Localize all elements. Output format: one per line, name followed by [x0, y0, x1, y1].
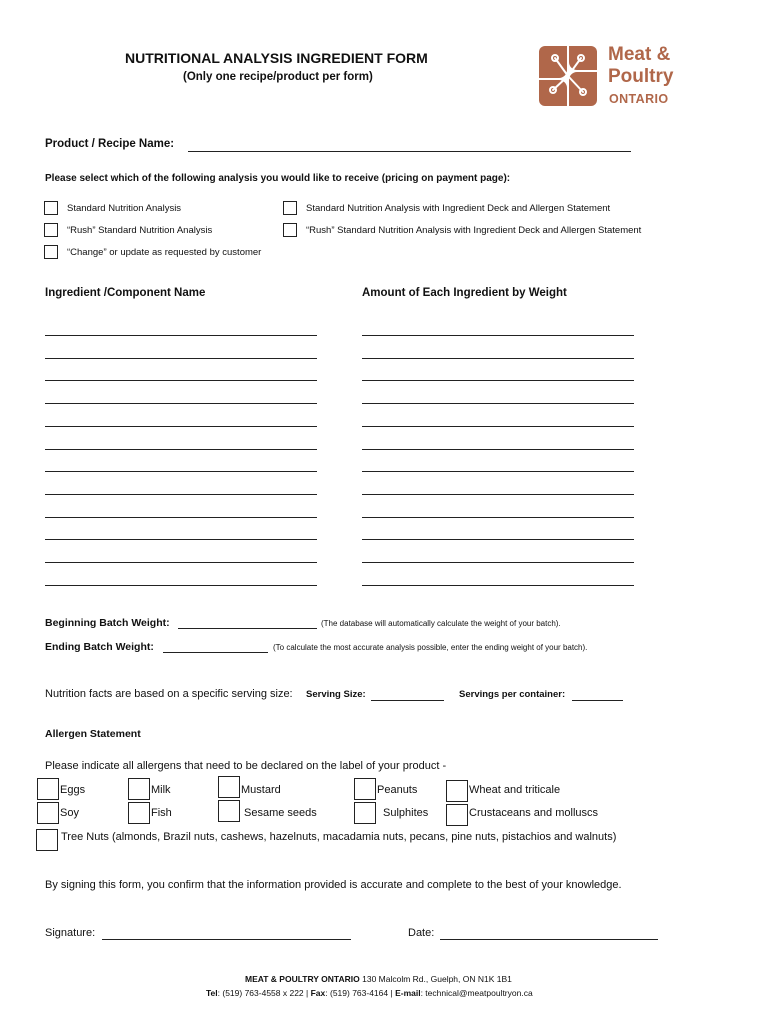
allergen-label: Eggs: [60, 784, 86, 796]
ingredient-amount-field[interactable]: [362, 426, 634, 427]
serving-size-label: Serving Size:: [306, 689, 366, 700]
analysis-option-label: Standard Nutrition Analysis: [67, 203, 182, 214]
ingredient-name-field[interactable]: [45, 358, 317, 359]
allergen-label: Crustaceans and molluscs: [469, 807, 599, 819]
ingredient-name-field[interactable]: [45, 403, 317, 404]
product-name-label: Product / Recipe Name:: [45, 138, 175, 150]
ingredient-name-field[interactable]: [45, 380, 317, 381]
amount-column-header: Amount of Each Ingredient by Weight: [362, 287, 567, 299]
ingredient-amount-field[interactable]: [362, 403, 634, 404]
ending-batch-field[interactable]: [163, 652, 268, 653]
analysis-checkbox-standard-deck[interactable]: [283, 201, 297, 215]
allergen-label: Fish: [151, 807, 172, 819]
footer-tel: : (519) 763-4558 x 222 |: [217, 988, 309, 998]
allergen-label: Soy: [60, 807, 79, 819]
signature-label: Signature:: [45, 927, 96, 939]
logo-text-meat: Meat &: [608, 44, 671, 65]
allergen-prompt: Please indicate all allergens that need to be declared on the label of your product -: [45, 760, 447, 772]
allergen-label: Sesame seeds: [244, 807, 317, 819]
ingredient-name-field[interactable]: [45, 562, 317, 563]
footer-address-line: [245, 974, 512, 984]
date-field[interactable]: [440, 939, 658, 940]
analysis-option-label: Standard Nutrition Analysis with Ingredient Deck and Allergen Statement: [306, 203, 611, 214]
ingredient-amount-field[interactable]: [362, 585, 634, 586]
analysis-checkbox-change[interactable]: [44, 245, 58, 259]
logo-mark-icon: [537, 44, 599, 108]
allergen-heading: Allergen Statement: [45, 728, 141, 740]
ingredient-amount-field[interactable]: [362, 380, 634, 381]
ingredient-name-field[interactable]: [45, 517, 317, 518]
ending-batch-note: (To calculate the most accurate analysis possible, enter the ending weight of your batch).: [273, 643, 588, 652]
ingredient-name-field[interactable]: [45, 585, 317, 586]
servings-per-container-label: Servings per container:: [459, 689, 566, 700]
allergen-checkbox-wheat[interactable]: [446, 780, 468, 802]
ingredient-amount-field[interactable]: [362, 562, 634, 563]
footer-org: MEAT & POULTRY ONTARIO: [245, 974, 360, 984]
allergen-label: Tree Nuts (almonds, Brazil nuts, cashews, hazelnuts, macadamia nuts, pecans, pine nuts, pistachios and walnuts): [61, 831, 617, 843]
analysis-option-label: “Change” or update as requested by customer: [67, 247, 262, 258]
serving-size-field[interactable]: [371, 700, 444, 701]
ingredient-name-field[interactable]: [45, 539, 317, 540]
ingredient-amount-field[interactable]: [362, 494, 634, 495]
analysis-checkbox-standard[interactable]: [44, 201, 58, 215]
signature-field[interactable]: [102, 939, 351, 940]
meat-poultry-ontario-logo: [537, 44, 697, 112]
ingredient-amount-field[interactable]: [362, 449, 634, 450]
analysis-checkbox-rush-deck[interactable]: [283, 223, 297, 237]
allergen-checkbox-fish[interactable]: [128, 802, 150, 824]
allergen-checkbox-peanuts[interactable]: [354, 778, 376, 800]
allergen-checkbox-milk[interactable]: [128, 778, 150, 800]
allergen-label: Mustard: [241, 784, 281, 796]
product-name-field[interactable]: [188, 151, 631, 152]
servings-per-container-field[interactable]: [572, 700, 623, 701]
beginning-batch-note: (The database will automatically calculate the weight of your batch).: [321, 619, 561, 628]
footer-address: 130 Malcolm Rd., Guelph, ON N1K 1B1: [362, 974, 512, 984]
analysis-prompt: Please select which of the following analysis you would like to receive (pricing on payment page):: [45, 173, 511, 184]
ingredient-name-field[interactable]: [45, 494, 317, 495]
allergen-checkbox-tree-nuts[interactable]: [36, 829, 58, 851]
logo-text-poultry: Poultry: [608, 66, 674, 87]
allergen-label: Milk: [151, 784, 171, 796]
footer-tel-label: Tel: [206, 988, 218, 998]
allergen-label: Wheat and triticale: [469, 784, 561, 796]
ingredient-amount-field[interactable]: [362, 539, 634, 540]
allergen-checkbox-crustaceans[interactable]: [446, 804, 468, 826]
form-title: NUTRITIONAL ANALYSIS INGREDIENT FORM: [125, 50, 428, 66]
allergen-checkbox-eggs[interactable]: [37, 778, 59, 800]
allergen-checkbox-mustard[interactable]: [218, 776, 240, 798]
ingredient-amount-field[interactable]: [362, 517, 634, 518]
date-label: Date:: [408, 927, 435, 939]
footer-email-link[interactable]: : technical@meatpoultryon.ca: [420, 988, 533, 998]
logo-text-ontario: ONTARIO: [609, 92, 669, 106]
ingredient-column-header: Ingredient /Component Name: [45, 287, 206, 299]
beginning-batch-field[interactable]: [178, 628, 317, 629]
footer-fax-label: Fax: [310, 988, 326, 998]
ingredient-amount-field[interactable]: [362, 335, 634, 336]
ingredient-name-field[interactable]: [45, 449, 317, 450]
allergen-checkbox-sulphites[interactable]: [354, 802, 376, 824]
form-subtitle: (Only one recipe/product per form): [183, 71, 373, 83]
allergen-checkbox-soy[interactable]: [37, 802, 59, 824]
beginning-batch-label: Beginning Batch Weight:: [45, 617, 170, 629]
confirmation-text: By signing this form, you confirm that the information provided is accurate and complete to the best of your knowledge.: [45, 879, 622, 891]
analysis-option-label: “Rush” Standard Nutrition Analysis: [67, 225, 213, 236]
ingredient-amount-field[interactable]: [362, 471, 634, 472]
ingredient-name-field[interactable]: [45, 471, 317, 472]
footer-email-label: E-mail: [395, 988, 421, 998]
footer-contact-line: [206, 988, 533, 998]
ingredient-name-field[interactable]: [45, 426, 317, 427]
allergen-label: Peanuts: [377, 784, 418, 796]
serving-text: Nutrition facts are based on a specific serving size:: [45, 688, 293, 700]
ingredient-name-field[interactable]: [45, 335, 317, 336]
analysis-checkbox-rush[interactable]: [44, 223, 58, 237]
ingredient-amount-field[interactable]: [362, 358, 634, 359]
footer-fax: : (519) 763-4164 |: [325, 988, 393, 998]
ending-batch-label: Ending Batch Weight:: [45, 641, 154, 653]
allergen-label: Sulphites: [383, 807, 429, 819]
allergen-checkbox-sesame[interactable]: [218, 800, 240, 822]
analysis-option-label: “Rush” Standard Nutrition Analysis with Ingredient Deck and Allergen Statement: [306, 225, 642, 236]
